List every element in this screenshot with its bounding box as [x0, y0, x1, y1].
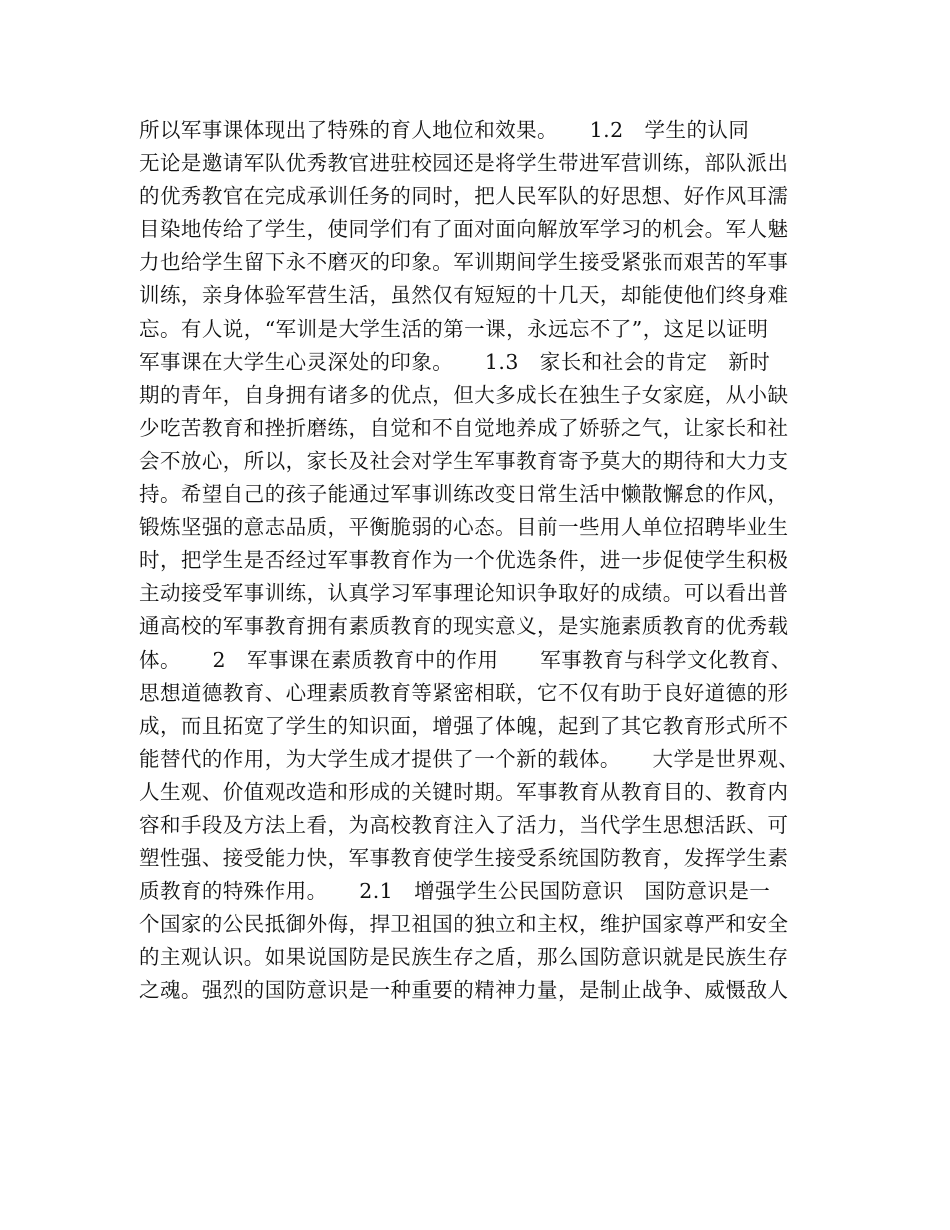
text-line: 所以军事课体现出了特殊的育人地位和效果。 1.2 学生的认同	[139, 118, 750, 142]
text-line: 军事课在大学生心灵深处的印象。 1.3 家长和社会的肯定 新时	[139, 349, 771, 374]
text-line: 忘。有人说，“军训是大学生活的第一课，永远忘不了”，这足以证明	[139, 316, 769, 341]
text-line: 体。 2 军事课在素质教育中的作用 军事教育与科学文化教育、	[139, 647, 792, 672]
text-line: 少吃苦教育和挫折磨练，自觉和不自觉地养成了娇骄之气，让家长和社	[139, 415, 789, 440]
text-line: 人生观、价值观改造和形成的关键时期。军事教育从教育目的、教育内	[139, 779, 789, 804]
body-text	[139, 114, 839, 1008]
text-line: 持。希望自己的孩子能通过军事训练改变日常生活中懒散懈怠的作风，	[139, 482, 789, 507]
text-line: 主动接受军事训练，认真学习军事理论知识争取好的成绩。可以看出普	[139, 581, 789, 606]
text-line: 锻炼坚强的意志品质，平衡脆弱的心态。目前一些用人单位招聘毕业生	[139, 515, 789, 540]
text-line: 质教育的特殊作用。 2.1 增强学生公民国防意识 国防意识是一	[139, 879, 771, 904]
text-line: 塑性强、接受能力快，军事教育使学生接受系统国防教育，发挥学生素	[139, 846, 789, 871]
text-line: 时，把学生是否经过军事教育作为一个优选条件，进一步促使学生积极	[139, 548, 789, 573]
text-line: 目染地传给了学生，使同学们有了面对面向解放军学习的机会。军人魅	[139, 217, 789, 242]
text-line: 成，而且拓宽了学生的知识面，增强了体魄，起到了其它教育形式所不	[139, 713, 789, 738]
text-line: 思想道德教育、心理素质教育等紧密相联，它不仅有助于良好道德的形	[139, 680, 789, 705]
text-line: 会不放心，所以，家长及社会对学生军事教育寄予莫大的期待和大力支	[139, 448, 789, 473]
text-line: 通高校的军事教育拥有素质教育的现实意义，是实施素质教育的优秀载	[139, 614, 789, 639]
text-line: 力也给学生留下永不磨灭的印象。军训期间学生接受紧张而艰苦的军事	[139, 250, 789, 275]
text-line: 之魂。强烈的国防意识是一种重要的精神力量，是制止战争、威慑敌人	[139, 978, 789, 1003]
text-line: 个国家的公民抵御外侮，捍卫祖国的独立和主权，维护国家尊严和安全	[139, 912, 789, 937]
text-line: 期的青年，自身拥有诸多的优点，但大多成长在独生子女家庭，从小缺	[139, 382, 789, 407]
text-line: 能替代的作用，为大学生成才提供了一个新的载体。 大学是世界观、	[139, 746, 800, 771]
text-line: 的优秀教官在完成承训任务的同时，把人民军队的好思想、好作风耳濡	[139, 184, 789, 209]
text-line: 训练，亲身体验军营生活，虽然仅有短短的十几天，却能使他们终身难	[139, 283, 789, 308]
text-line: 容和手段及方法上看，为高校教育注入了活力，当代学生思想活跃、可	[139, 812, 789, 837]
text-line: 的主观认识。如果说国防是民族生存之盾，那么国防意识就是民族生存	[139, 945, 789, 970]
text-line: 无论是邀请军队优秀教官进驻校园还是将学生带进军营训练，部队派出	[139, 151, 789, 176]
